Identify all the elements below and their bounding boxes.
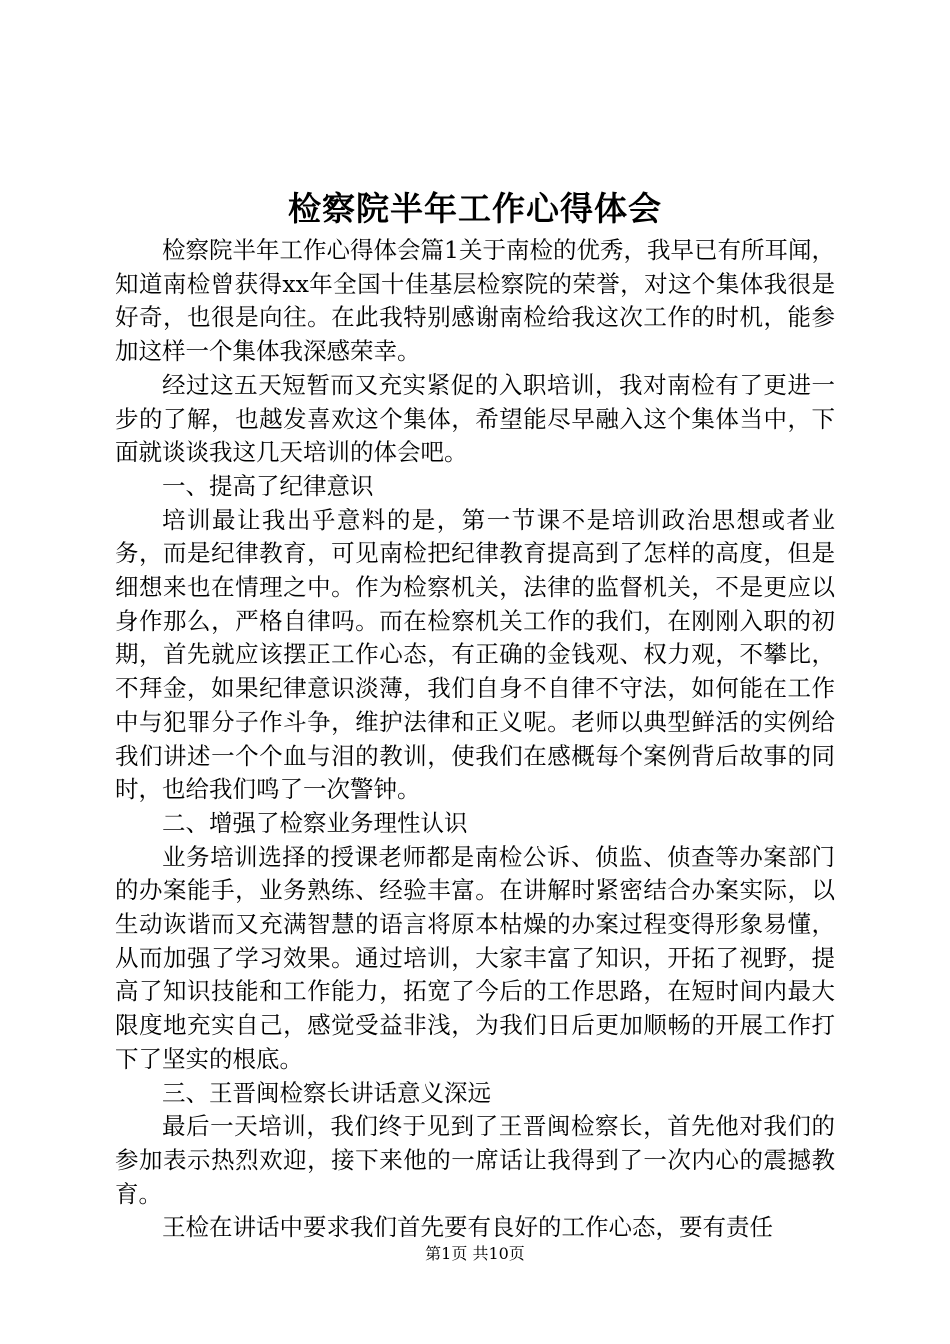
section-heading-business: 二、增强了检察业务理性认识 bbox=[162, 808, 468, 837]
page-number-footer: 第1页 共10页 bbox=[425, 1244, 525, 1263]
section-heading-speech: 三、王晋闽检察长讲话意义深远 bbox=[162, 1078, 491, 1107]
paragraph-speech: 最后一天培训，我们终于见到了王晋闽检察长，首先他对我们的参加表示热烈欢迎，接下来他的一席话让我得到了一次内心的震撼教育。 bbox=[115, 1112, 835, 1208]
paragraph-intro: 检察院半年工作心得体会篇1关于南检的优秀，我早已有所耳闻，知道南检曾获得xx年全国十佳基层检察院的荣誉，对这个集体我很是好奇，也很是向往。在此我特别感谢南检给我这次工作的时机，能参加这样一个集体我深感荣幸。 bbox=[115, 236, 835, 366]
document-body bbox=[115, 234, 835, 1245]
section-heading-discipline: 一、提高了纪律意识 bbox=[162, 471, 374, 500]
paragraph-discipline: 培训最让我出乎意料的是，第一节课不是培训政治思想或者业务，而是纪律教育，可见南检把纪律教育提高到了怎样的高度，但是细想来也在情理之中。作为检察机关，法律的监督机关，不是更应以身作那么，严格自律吗。而在检察机关工作的我们，在刚刚入职的初期，首先就应该摆正工作心态，有正确的金钱观、权力观，不攀比，不拜金，如果纪律意识淡薄，我们自身不自律不守法，如何能在工作中与犯罪分子作斗争，维护法律和正义呢。老师以典型鲜活的实例给我们讲述一个个血与泪的教训，使我们在感概每个案例背后故事的同时，也给我们鸣了一次警钟。 bbox=[115, 505, 835, 804]
paragraph-business: 业务培训选择的授课老师都是南检公诉、侦监、侦查等办案部门的办案能手，业务熟练、经验丰富。在讲解时紧密结合办案实际，以生动诙谐而又充满智慧的语言将原本枯燥的办案过程变得形象易懂，从而加强了学习效果。通过培训，大家丰富了知识，开拓了视野，提高了知识技能和工作能力，拓宽了今后的工作思路，在短时间内最大限度地充实自己，感觉受益非浅，为我们日后更加顺畅的开展工作打下了坚实的根底。 bbox=[115, 842, 835, 1073]
paragraph-speech-continued: 王检在讲话中要求我们首先要有良好的工作心态，要有责任 bbox=[162, 1213, 773, 1242]
document-title: 检察院半年工作心得体会 bbox=[288, 189, 662, 228]
paragraph-training-overview: 经过这五天短暂而又充实紧促的入职培训，我对南检有了更进一步的了解，也越发喜欢这个集体，希望能尽早融入这个集体当中，下面就谈谈我这几天培训的体会吧。 bbox=[115, 370, 835, 467]
